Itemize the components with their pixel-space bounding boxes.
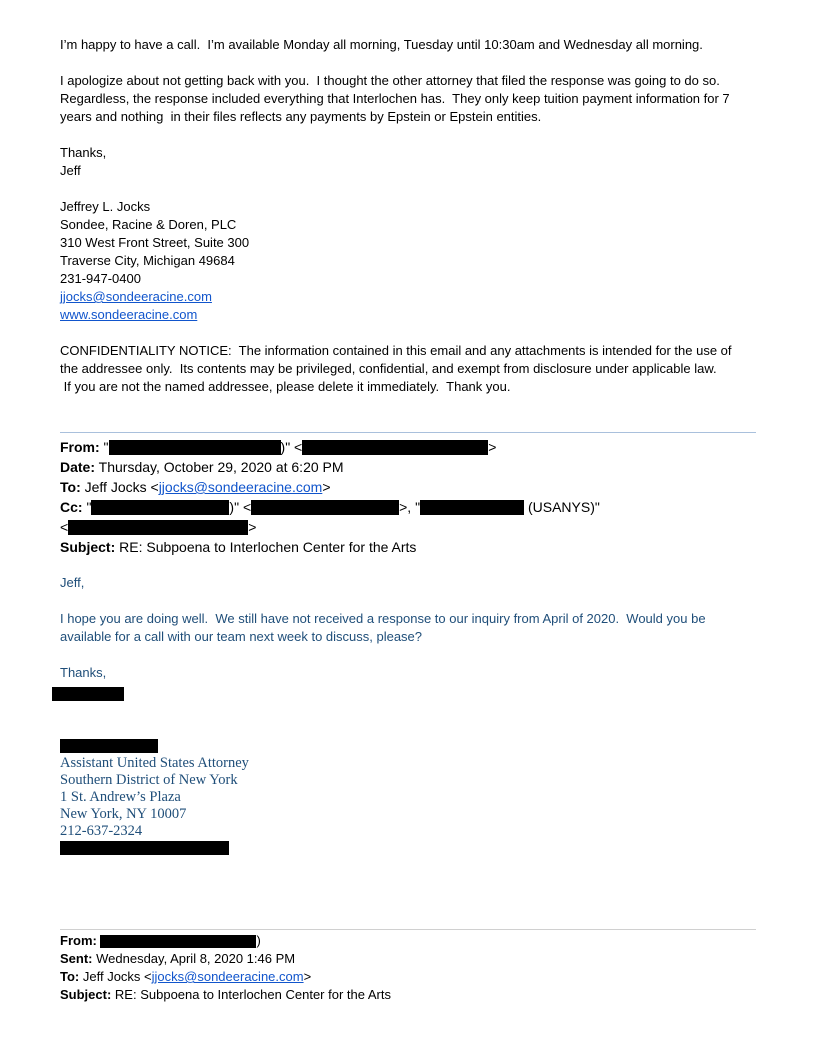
- to-email-link[interactable]: jjocks@sondeeracine.com: [151, 969, 304, 984]
- redaction-block: [109, 440, 281, 455]
- from-row: From: " )" < >: [60, 439, 497, 455]
- cc-label: Cc:: [60, 499, 83, 515]
- sig-title: Assistant United States Attorney: [60, 755, 249, 771]
- reply-paragraph-2-line-2: Regardless, the response included everything that Interlochen has. They only keep tuition payment information for 7: [60, 91, 730, 106]
- sig-street: 1 St. Andrew’s Plaza: [60, 789, 181, 805]
- message-divider: [60, 929, 756, 930]
- signature-name: Jeffrey L. Jocks: [60, 199, 151, 214]
- sent-label: Sent:: [60, 951, 93, 966]
- confidentiality-line-1: CONFIDENTIALITY NOTICE: The information contained in this email and any attachments is intended for the use of: [60, 343, 732, 358]
- to-name: Jeff Jocks <: [84, 479, 159, 495]
- from-label: From:: [60, 439, 100, 455]
- body-thanks: Thanks,: [60, 665, 107, 680]
- sig-office: Southern District of New York: [60, 772, 238, 788]
- from-label: From:: [60, 933, 97, 948]
- signature-phone: 231-947-0400: [60, 271, 141, 286]
- quoted-email-header: [60, 437, 760, 557]
- redaction-block: [100, 935, 256, 948]
- body-line-1: I hope you are doing well. We still have not received a response to our inquiry from April of 2020. Would you be: [60, 611, 706, 626]
- reply-paragraph-1: I’m happy to have a call. I’m available Monday all morning, Tuesday until 10:30am and Wednesday all morning.: [60, 37, 703, 52]
- subject-value: RE: Subpoena to Interlochen Center for the Arts: [119, 539, 417, 555]
- sent-row: [60, 950, 760, 968]
- greeting: Jeff,: [60, 575, 85, 590]
- email-document: [60, 36, 760, 396]
- date-label: Date:: [60, 459, 96, 475]
- reply-paragraph-2-line-1: I apologize about not getting back with you. I thought the other attorney that filed the response was going to do so.: [60, 73, 720, 88]
- subject-row: [60, 537, 760, 557]
- signature-website-link[interactable]: www.sondeeracine.com: [60, 307, 198, 322]
- subject-row: [60, 986, 760, 1004]
- redaction-block: [60, 739, 158, 753]
- to-close: >: [303, 969, 312, 984]
- sig-phone: 212-637-2324: [60, 823, 143, 839]
- to-row: [60, 968, 760, 986]
- sent-value: Wednesday, April 8, 2020 1:46 PM: [96, 951, 296, 966]
- signature-street: 310 West Front Street, Suite 300: [60, 235, 250, 250]
- redaction-block: [52, 687, 124, 701]
- to-label: To:: [60, 479, 81, 495]
- reply-signoff: Jeff: [60, 163, 81, 178]
- redaction-block: [91, 500, 229, 515]
- ausa-signature: [60, 755, 460, 840]
- subject-value: RE: Subpoena to Interlochen Center for the Arts: [114, 987, 391, 1002]
- message-divider: [60, 432, 756, 433]
- cc-row: Cc: " )" < >, " (USANYS)": [60, 499, 600, 515]
- redaction-block: [302, 440, 488, 455]
- to-close: >: [322, 479, 331, 495]
- sig-city: New York, NY 10007: [60, 806, 187, 822]
- reply-paragraph-2-line-3: years and nothing in their files reflects any payments by Epstein or Epstein entities.: [60, 109, 542, 124]
- signature-firm: Sondee, Racine & Doren, PLC: [60, 217, 237, 232]
- older-email-header: [60, 932, 760, 1004]
- subject-label: Subject:: [60, 987, 112, 1002]
- to-name: Jeff Jocks <: [82, 969, 152, 984]
- subject-label: Subject:: [60, 539, 116, 555]
- from-row: From: ): [60, 933, 261, 948]
- confidentiality-line-3: If you are not the named addressee, please delete it immediately. Thank you.: [60, 379, 511, 394]
- date-row: [60, 457, 760, 477]
- to-label: To:: [60, 969, 80, 984]
- redaction-block: [68, 520, 248, 535]
- redaction-block: [251, 500, 399, 515]
- cc-usanys: (USANYS)": [527, 499, 600, 515]
- to-row: [60, 477, 760, 497]
- signature-city: Traverse City, Michigan 49684: [60, 253, 235, 268]
- body-line-2: available for a call with our team next week to discuss, please?: [60, 629, 423, 644]
- quoted-email-body: [60, 574, 760, 682]
- date-value: Thursday, October 29, 2020 at 6:20 PM: [98, 459, 344, 475]
- cc-row-continued: < >: [60, 519, 257, 535]
- reply-thanks: Thanks,: [60, 145, 107, 160]
- to-email-link[interactable]: jjocks@sondeeracine.com: [158, 479, 323, 495]
- redaction-block: [420, 500, 524, 515]
- signature-email-link[interactable]: jjocks@sondeeracine.com: [60, 289, 212, 304]
- redaction-block: [60, 841, 229, 855]
- confidentiality-line-2: the addressee only. Its contents may be privileged, confidential, and exempt from disclosure under applicable law.: [60, 361, 717, 376]
